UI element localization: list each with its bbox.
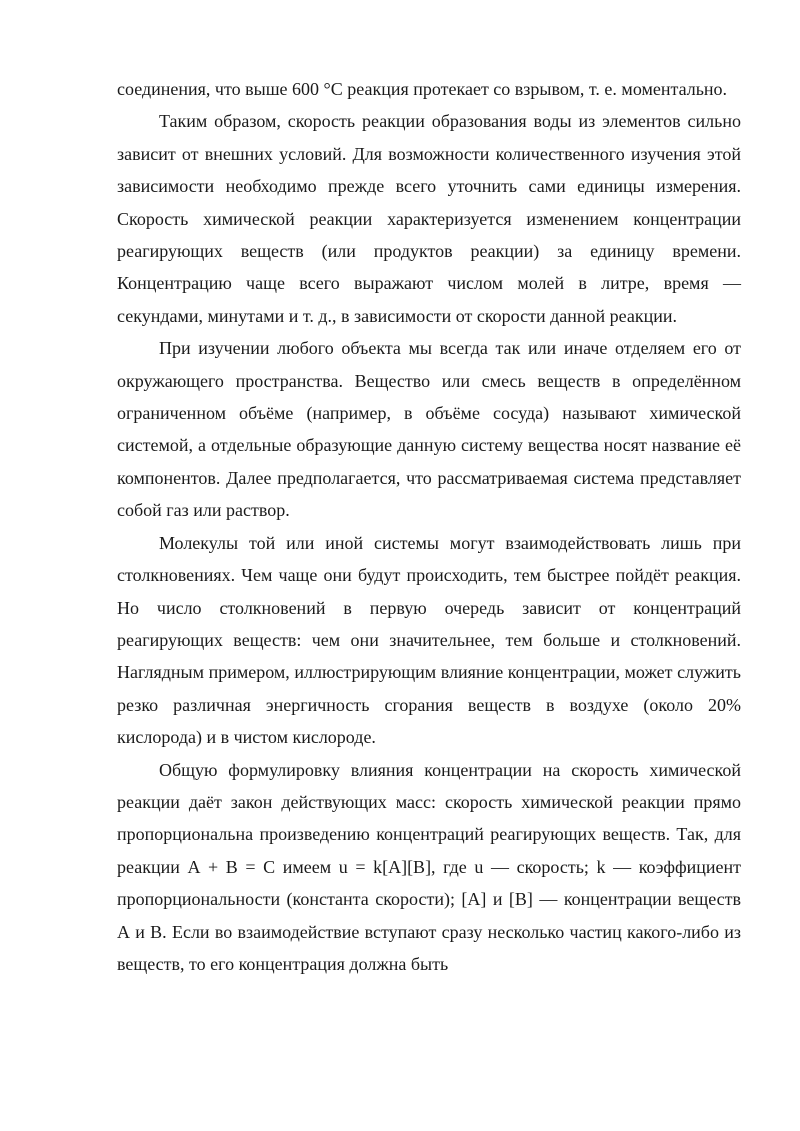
paragraph-continuation: соединения, что выше 600 °С реакция протекает со взрывом, т. е. моментально. [117, 79, 728, 99]
paragraph-chemical-system: При изучении любого объекта мы всегда так или иначе отделяем его от окружающего пространства. Вещество или смесь веществ в определённом ограниченном объёме (например, в объёме сосуда) называют химической системой, а отдельные образующие данную систему вещества носят название её компонентов. Далее предполагается, что рассматриваемая система представляет собой газ или раствор. [117, 338, 741, 521]
paragraph-reaction-rate-units: Таким образом, скорость реакции образования воды из элементов сильно зависит от внешних условий. Для возможности количественного изучения этой зависимости необходимо прежде всего уточнить сами единицы измерения. Скорость химической реакции характеризуется изменением концентрации реагирующих веществ (или продуктов реакции) за единицу времени. Концентрацию чаще всего выражают числом молей в литре, время — секундами, минутами и т. д., в зависимости от скорости данной реакции. [117, 111, 741, 326]
document-page [117, 73, 741, 980]
paragraph-mass-action-law: Общую формулировку влияния концентрации на скорость химической реакции даёт закон действующих масс: скорость химической реакции прямо пропорциональна произведению концентраций реагирующих веществ. Так, для реакции А + В = С имеем u = k[A][B], где u — скорость; k — коэффициент пропорциональности (константа скорости); [А] и [В] — концентрации веществ А и В. Если во взаимодействие вступают сразу несколько частиц какого-либо из веществ, то его концентрация должна быть [117, 759, 741, 974]
paragraph-collisions: Молекулы той или иной системы могут взаимодействовать лишь при столкновениях. Чем чаще они будут происходить, тем быстрее пойдёт реакция. Но число столкновений в первую очередь зависит от концентраций реагирующих веществ: чем они значительнее, тем больше и столкновений. Наглядным примером, иллюстрирующим влияние концентрации, может служить резко различная энергичность сгорания веществ в воздухе (около 20% кислорода) и в чистом кислороде. [117, 532, 741, 748]
